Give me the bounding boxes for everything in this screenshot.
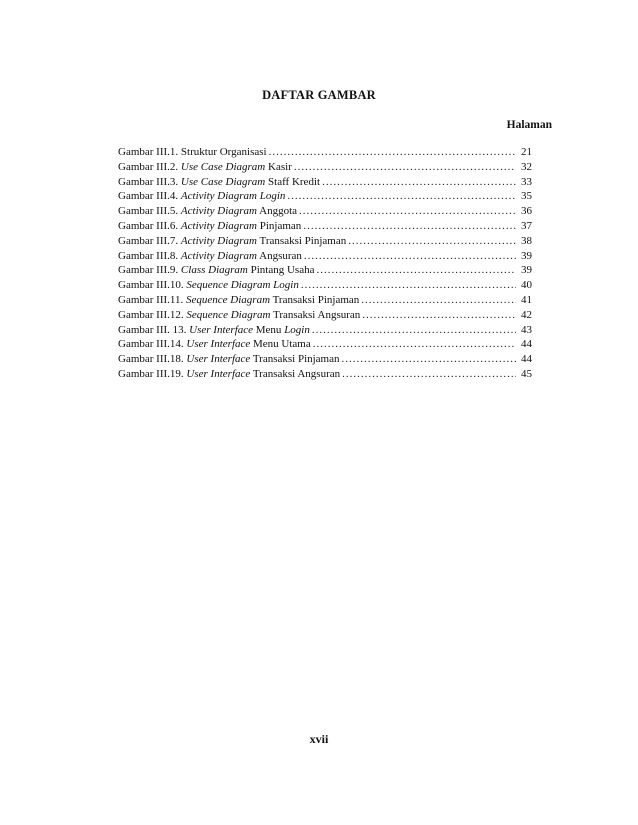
figure-caption [118,263,314,278]
figure-number: Gambar III.19. [118,367,187,380]
figure-caption-italic: User Interface [186,353,251,366]
figure-number: Gambar III.8. [118,249,181,262]
figure-caption [118,175,320,190]
figure-page-number: 45 [521,367,532,380]
dot-leader [313,337,516,352]
figure-page-number: 21 [521,146,532,158]
figure-list-item [118,189,532,204]
figure-caption-italic: Login [284,323,310,336]
dot-leader [348,234,516,249]
figure-caption-text: Transaksi Pinjaman [250,353,340,366]
figure-number: Gambar III.18. [118,353,187,366]
dot-leader [301,278,516,293]
figure-page-number: 39 [521,249,532,262]
figure-caption-text: Staff Kredit [265,175,321,188]
figure-list [118,145,532,382]
figure-number: Gambar III.12. [118,308,187,321]
figure-caption [118,160,292,175]
figure-caption [118,352,340,367]
figure-caption [118,337,311,352]
figure-caption [118,145,267,160]
figure-caption-italic: Activity Diagram Login [180,190,286,203]
figure-list-item [118,337,532,352]
figure-number: Gambar III.4. [118,190,181,203]
figure-list-item [118,219,532,234]
figure-caption [118,189,285,204]
figure-caption-text: Struktur Organisasi [180,146,267,158]
figure-page-number: 44 [521,338,532,351]
figure-list-item [118,293,532,308]
figure-number: Gambar III.3. [118,175,181,188]
figure-caption [118,204,297,219]
figure-caption-italic: Sequence Diagram Login [186,279,299,292]
figure-caption-italic: User Interface [189,323,254,336]
dot-leader [361,293,516,308]
figure-page-number: 38 [521,234,532,247]
figure-page-number: 37 [521,219,532,232]
figure-caption-italic: User Interface [186,367,251,380]
dot-leader [362,308,516,323]
figure-caption-italic: Sequence Diagram [186,293,271,306]
figure-caption [118,278,299,293]
figure-page-number: 42 [521,308,532,321]
figure-caption-italic: Use Case Diagram [180,160,266,173]
figure-caption-text: Pinjaman [257,219,302,232]
figure-list-item [118,204,532,219]
page-title: DAFTAR GAMBAR [262,88,376,102]
figure-page-number: 33 [521,175,532,188]
dot-leader [303,219,516,234]
figure-caption-italic: User Interface [186,338,251,351]
figure-number: Gambar III.10. [118,279,187,292]
dot-leader [304,249,516,264]
figure-page-number: 44 [521,353,532,366]
dot-leader [322,175,516,190]
figure-caption-italic: Activity Diagram [180,249,257,262]
dot-leader [299,204,516,219]
figure-caption-text: Kasir [265,160,292,173]
figure-page-number: 40 [521,279,532,292]
figure-number: Gambar III.5. [118,205,181,218]
figure-list-item [118,367,532,382]
figure-number: Gambar III.6. [118,219,181,232]
figure-caption-italic: Use Case Diagram [180,175,266,188]
figure-list-item [118,234,532,249]
figure-number: Gambar III.7. [118,234,181,247]
figure-caption-text: Pintang Usaha [247,264,315,277]
figure-caption-text: Transaksi Angsuran [270,308,361,321]
figure-list-item [118,175,532,190]
figure-caption [118,249,302,264]
figure-number: Gambar III.11. [118,293,187,306]
figure-list-item [118,352,532,367]
figure-caption-text: Transaksi Angsuran [250,367,341,380]
figure-caption [118,234,346,249]
figure-page-number: 35 [521,190,532,203]
figure-page-number: 36 [521,205,532,218]
figure-caption-text: Transaksi Pinjaman [270,293,360,306]
page-number: xvii [309,732,329,746]
figure-list-item [118,323,532,338]
figure-list-item [118,145,532,160]
figure-list-item [118,263,532,278]
dot-leader [342,352,517,367]
figure-caption-text: Transaksi Pinjaman [257,234,347,247]
figure-caption [118,367,340,382]
figure-caption [118,308,360,323]
figure-page-number: 39 [521,264,532,277]
figure-caption-italic: Activity Diagram [180,234,257,247]
dot-leader [294,160,516,175]
figure-caption-text: Menu [253,323,285,336]
dot-leader [269,145,516,160]
figure-page-number: 41 [521,293,532,306]
figure-number: Gambar III.1. [118,146,181,158]
figure-list-item [118,278,532,293]
figure-caption-italic: Activity Diagram [180,205,257,218]
figure-caption-text: Angsuran [257,249,302,262]
figure-list-item [118,308,532,323]
figure-caption [118,293,359,308]
figure-caption [118,219,301,234]
figure-caption-text: Anggota [257,205,298,218]
figure-caption-italic: Activity Diagram [180,219,257,232]
figure-number: Gambar III. 13. [118,323,190,336]
column-header-halaman: Halaman [506,119,552,131]
dot-leader [287,189,516,204]
figure-number: Gambar III.14. [118,338,187,351]
figure-page-number: 32 [521,160,532,173]
figure-caption-italic: Class Diagram [180,264,248,277]
figure-caption-text: Menu Utama [250,338,311,351]
figure-number: Gambar III.9. [118,264,181,277]
dot-leader [342,367,516,382]
figure-list-item [118,249,532,264]
dot-leader [312,323,516,338]
dot-leader [316,263,516,278]
figure-caption-italic: Sequence Diagram [186,308,271,321]
figure-caption [118,323,310,338]
figure-list-item [118,160,532,175]
figure-page-number: 43 [521,323,532,336]
figure-number: Gambar III.2. [118,160,181,173]
